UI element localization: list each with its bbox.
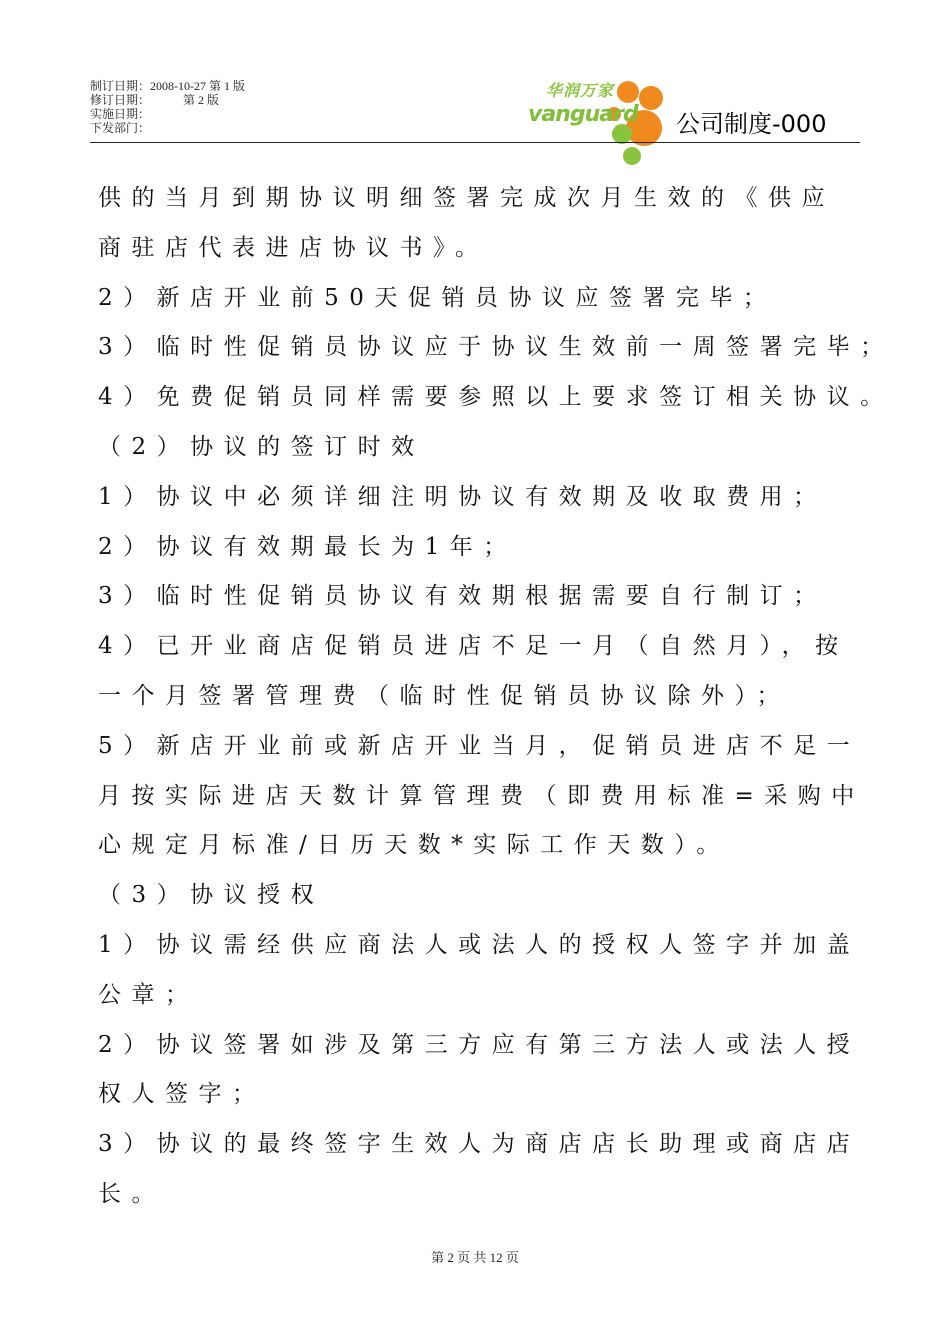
body-line: 供的当月到期协议明细签署完成次月生效的《供应 — [98, 185, 835, 211]
body-line: 2）协议签署如涉及第三方应有第三方法人或法人授 — [98, 1031, 861, 1058]
header-divider — [90, 142, 860, 143]
company-logo — [526, 72, 676, 170]
meta-created-date: 制订日期：2008-10-27 第 1 版 — [90, 79, 245, 93]
body-line: 商驻店代表进店协议书》。 — [98, 234, 489, 261]
body-line: 4）已开业商店促销员进店不足一月（自然月），按 — [98, 633, 849, 660]
header-meta — [90, 79, 410, 135]
body-line: 4）免费促销员同样需要参照以上要求签订相关协议。 — [98, 384, 894, 411]
body-line: 公章； — [98, 981, 199, 1008]
body-line: 一个月签署管理费（临时性促销员协议除外）； — [98, 682, 790, 709]
body-line: 3）临时性促销员协议有效期根据需要自行制订； — [98, 583, 827, 610]
meta-revised-date: 修订日期： 第 2 版 — [90, 93, 220, 107]
section-heading: （2）协议的签订时效 — [98, 433, 425, 460]
body-line: 月按实际进店天数计算管理费（即费用标准=采购中 — [98, 782, 865, 809]
meta-department: 下发部门： — [90, 121, 151, 135]
body-line: 2）新店开业前50天促销员协议应签署完毕； — [98, 284, 777, 311]
body-line: 1）协议中必须详细注明协议有效期及收取费用； — [98, 483, 827, 510]
body-line: 3）协议的最终签字生效人为商店店长助理或商店店 — [98, 1131, 861, 1158]
body-line: 5）新店开业前或新店开业当月，促销员进店不足一 — [98, 732, 861, 759]
meta-effective-date: 实施日期： — [90, 107, 151, 121]
section-heading: （3）协议授权 — [98, 882, 325, 909]
body-line: 长。 — [98, 1180, 165, 1207]
document-body — [98, 174, 894, 1220]
body-line: 3）临时性促销员协议应于协议生效前一周签署完毕； — [98, 334, 894, 361]
body-line: 权人签字； — [98, 1081, 266, 1108]
body-line: 2）协议有效期最长为1年； — [98, 533, 517, 560]
body-line: 心规定月标准/日历天数*实际工作天数）。 — [98, 832, 730, 859]
page-number-footer: 第 2 页 共 12 页 — [431, 1250, 519, 1265]
logo-chinese-text: 华润万家 — [546, 81, 615, 100]
logo-english-text: vanguard — [528, 102, 638, 127]
body-line: 1）协议需经供应商法人或法人的授权人签字并加盖 — [98, 931, 861, 958]
company-policy-title: 公司制度-000 — [676, 110, 827, 138]
